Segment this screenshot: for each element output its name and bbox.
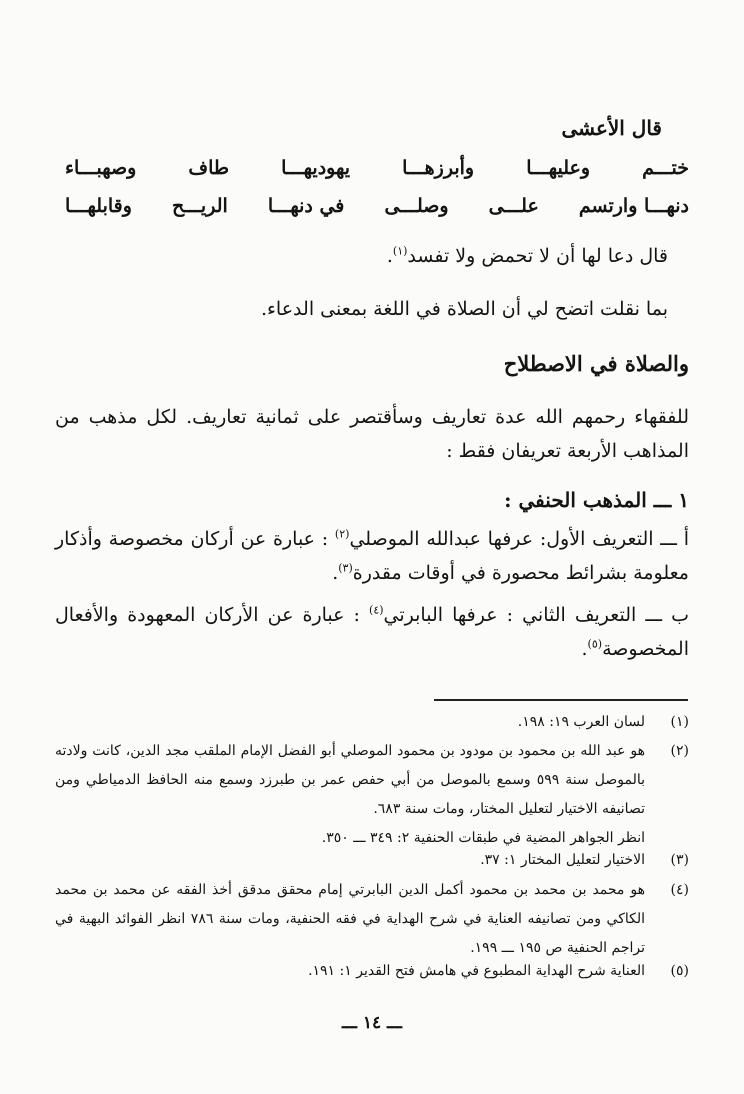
footnote-3: [55, 846, 689, 875]
verse-word: دنهـــا وارتسم: [578, 195, 689, 217]
period: .: [332, 562, 339, 584]
definition-1: [55, 522, 689, 590]
footnote-1: [55, 708, 689, 737]
section-heading: والصلاة في الاصطلاح: [503, 351, 689, 376]
footnote-text: انظر الجواهر المضية في طبقات الحنفية ٢: ٣٤٩ ـــ ٣٥٠.: [321, 830, 645, 846]
footnote-ref[interactable]: (٥): [587, 637, 603, 651]
footnote-ref[interactable]: (٢): [334, 527, 350, 541]
verse-line-1: [65, 157, 689, 187]
footnote-ref[interactable]: (٤): [369, 603, 384, 617]
footnote-ref[interactable]: (٣): [338, 561, 353, 575]
period: .: [386, 245, 393, 267]
footnote-number: (٣): [670, 852, 689, 868]
footnote-ref[interactable]: (١): [392, 244, 408, 258]
page-number: ـــ ١٤ ـــ: [341, 1013, 402, 1033]
verse-word: وأبرزهـــا: [402, 157, 475, 179]
verse-word: في دنهـــا: [267, 195, 345, 217]
verse-word: وصهبـــاء: [65, 157, 137, 179]
definition-text: : عبارة عن أركان مخصوصة وأذكار معلومة بشرائط محصورة في أوقات مقدرة: [55, 528, 689, 584]
footnote-text: العناية شرح الهداية المطبوع في هامش فتح القدير ١: ١٩١.: [308, 963, 645, 979]
definition-text: ب ـــ التعريف الثاني : عرفها البابرتي: [383, 604, 689, 626]
verse-word: وصلـــى: [384, 195, 449, 217]
definition-text: : عبارة عن الأركان المعهودة والأفعال المخصوصة: [55, 604, 689, 660]
footnote-2: [55, 737, 689, 853]
footnote-text: الاختيار لتعليل المختار ١: ٣٧.: [480, 852, 645, 868]
verse-word: ختـــم: [642, 157, 689, 179]
verse-word: علـــى: [488, 195, 539, 217]
verse-word: طاف: [188, 157, 230, 179]
verse-line-2: [65, 195, 689, 225]
definition-text: أ ـــ التعريف الأول: عرفها عبدالله الموصلي: [349, 528, 689, 550]
intro-paragraph: للفقهاء رحمهم الله عدة تعاريف وسأقتصر على ثمانية تعاريف. لكل مذهب من المذاهب الأربعة تعريفان فقط :: [55, 406, 689, 462]
footnote-number: (١): [670, 714, 689, 730]
footnote-4: [55, 876, 689, 963]
verse-explanation: [387, 245, 668, 267]
footnote-number: (٤): [670, 882, 689, 898]
footnote-number: (٥): [670, 963, 689, 979]
verse-word: يهوديهـــا: [281, 157, 351, 179]
footnote-text: هو محمد بن محمد بن محمود أكمل الدين البابرتي إمام محقق مدقق أخذ الفقه عن محمد بن محمد الكاكي ومن تصانيفه العناية في شرح الهداية في فقه الحنفية، ومات سنة ٧٨٦ انظر الفوائد البهية في تراجم الحنفية ص ١٩٥ ـــ ١٩٩.: [55, 882, 646, 956]
footnote-text: لسان العرب ١٩: ١٩٨.: [517, 714, 645, 730]
poet-attribution: قال الأعشى: [561, 116, 662, 140]
footnote-separator: [434, 699, 688, 701]
verse-word: الريـــح: [171, 195, 228, 217]
verse-word: وعليهـــا: [526, 157, 591, 179]
verse-word: وقابلهـــا: [65, 195, 132, 217]
definition-2: [55, 598, 689, 666]
footnote-5: [55, 957, 689, 986]
conclusion-sentence: بما نقلت اتضح لي أن الصلاة في اللغة بمعنى الدعاء.: [260, 298, 668, 320]
footnote-number: (٢): [670, 743, 689, 759]
subsection-heading: ١ ـــ المذهب الحنفي :: [504, 488, 689, 512]
period: .: [581, 638, 588, 660]
footnote-text: هو عبد الله بن محمود بن مودود بن محمود الموصلي أبو الفضل الإمام الملقب مجد الدين، كانت ولادته بالموصل سنة ٥٩٩ وسمع بالموصل من أبي حفص عمر بن طبرزد وسمع منه الحافظ الدمياطي ومن تصانيفه الاختيار لتعليل المختار، ومات سنة ٦٨٣.: [55, 743, 645, 817]
explanation-text: قال دعا لها أن لا تحمض ولا تفسد: [407, 245, 668, 267]
